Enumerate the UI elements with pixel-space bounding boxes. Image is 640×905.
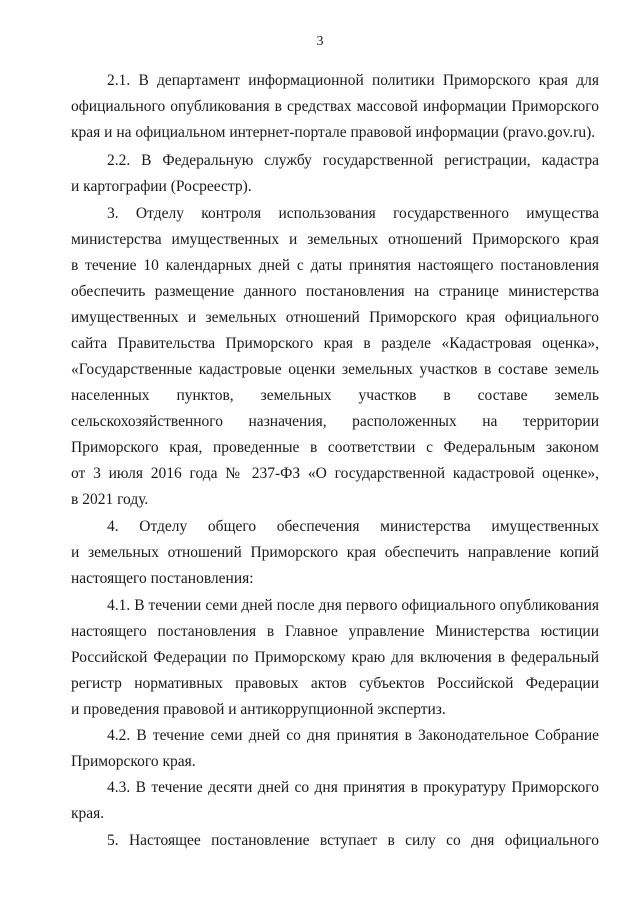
para-4-1-line-1: 4.1. В течении семи дней после дня первого официального опубликования [107,597,599,614]
para-3-line-7: «Государственные кадастровые оценки земельных участков в составе земель [71,361,599,378]
para-3-line-1: 3. Отделу контроля использования государственного имущества [107,205,599,222]
para-4-2-line-1: 4.2. В течение семи дней со дня принятия в Законодательное Собрание [107,727,599,744]
para-3-line-2: министерства имущественных и земельных отношений Приморского края [71,231,599,248]
para-4-line-1: 4. Отделу общего обеспечения министерства имущественных [107,518,599,535]
para-4-3-line-1: 4.3. В течение десяти дней со дня принятия в прокуратуру Приморского [107,779,599,796]
para-4-1-line-2: настоящего постановления в Главное управление Министерства юстиции [71,623,599,640]
para-2-1-line-1: 2.1. В департамент информационной политики Приморского края для [107,72,599,89]
para-3-line-9: сельскохозяйственного назначения, расположенных на территории [71,413,599,430]
para-3-line-5: имущественных и земельных отношений Приморского края официального [71,309,599,326]
para-2-1-line-3: края и на официальном интернет-портале правовой информации (pravo.gov.ru). [71,124,596,141]
page-number: 3 [316,34,324,49]
para-4-line-3: настоящего постановления: [71,570,254,587]
para-2-2-line-1: 2.2. В Федеральную службу государственной регистрации, кадастра [107,152,599,169]
para-2-2-line-2: и картографии (Росреестр). [71,178,252,195]
para-4-1-line-4: регистр нормативных правовых актов субъектов Российской Федерации [71,675,599,692]
para-3-line-11: от 3 июля 2016 года № 237-ФЗ «О государственной кадастровой оценке», [71,465,599,482]
para-3-line-6: сайта Правительства Приморского края в разделе «Кадастровая оценка», [71,335,599,352]
para-4-2-line-2: Приморского края. [71,753,196,770]
para-3-line-4: обеспечить размещение данного постановления на странице министерства [71,283,599,300]
para-2-1-line-2: официального опубликования в средствах массовой информации Приморского [71,98,599,115]
para-3-line-10: Приморского края, проведенные в соответствии с Федеральным законом [71,439,599,456]
para-5-line-1: 5. Настоящее постановление вступает в силу со дня официального [107,832,599,849]
para-4-1-line-5: и проведения правовой и антикоррупционной экспертиз. [71,701,446,718]
para-4-3-line-2: края. [71,805,105,822]
para-3-line-3: в течение 10 календарных дней с даты принятия настоящего постановления [71,257,599,274]
para-4-line-2: и земельных отношений Приморского края обеспечить направление копий [71,544,599,561]
para-3-line-8: населенных пунктов, земельных участков в составе земель [71,387,599,404]
para-3-line-12: в 2021 году. [71,491,149,508]
para-4-1-line-3: Российской Федерации по Приморскому краю для включения в федеральный [71,649,599,666]
